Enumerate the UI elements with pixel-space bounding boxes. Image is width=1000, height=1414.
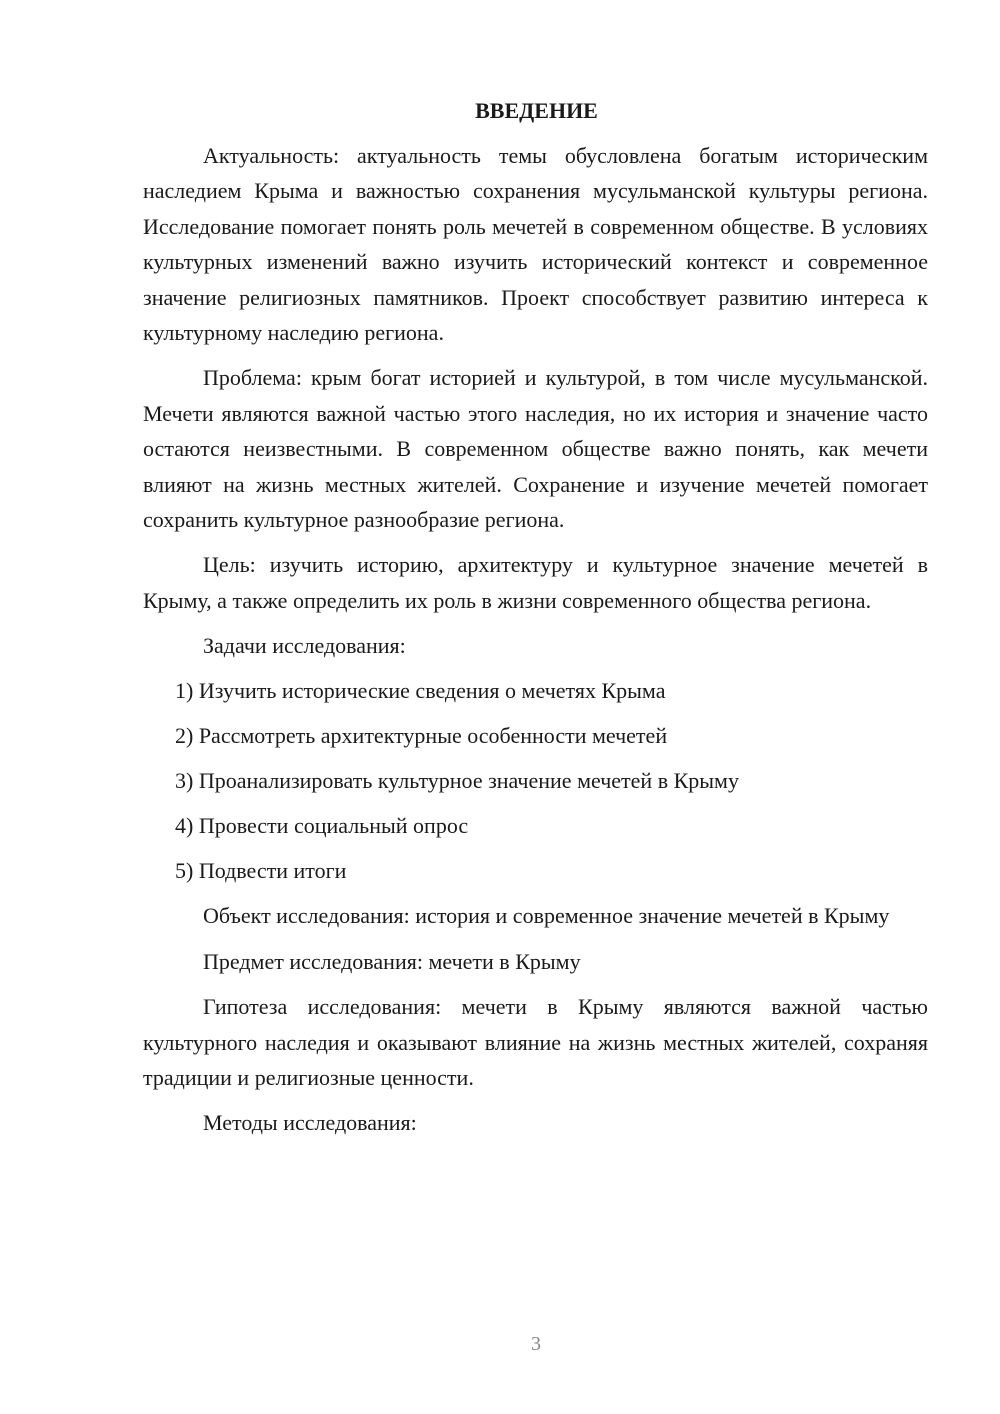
paragraph-hypothesis: Гипотеза исследования: мечети в Крыму являются важной частью культурного наследия и оказывают влияние на жизнь местных жителей, сохраняя традиции и религиозные ценности. [143, 994, 928, 1090]
paragraph-methods: Методы исследования: [203, 1110, 417, 1136]
list-item: 3) Проанализировать культурное значение мечетей в Крыму [175, 768, 739, 794]
paragraph-relevance: Актуальность: актуальность темы обусловлена богатым историческим наследием Крыма и важностью сохранения мусульманской культуры региона. Исследование помогает понять роль мечетей в современном обществе. В условиях культурных изменений важно изучить исторический контекст и современное значение религиозных памятников. Проект способствует развитию интереса к культурному наследию региона. [143, 143, 928, 346]
document-page [143, 96, 928, 1151]
page-number: 3 [531, 1333, 541, 1355]
list-item: 5) Подвести итоги [175, 858, 347, 884]
paragraph-problem: Проблема: крым богат историей и культурой, в том числе мусульманской. Мечети являются важной частью этого наследия, но их история и значение часто остаются неизвестными. В современном обществе важно понять, как мечети влияют на жизнь местных жителей. Сохранение и изучение мечетей помогает сохранить культурное разнообразие региона. [143, 365, 928, 533]
list-item: 4) Провести социальный опрос [175, 813, 469, 839]
page-title: ВВЕДЕНИЕ [475, 98, 598, 123]
paragraph-subject: Предмет исследования: мечети в Крыму [203, 948, 581, 974]
tasks-label: Задачи исследования: [203, 633, 406, 659]
list-item: 2) Рассмотреть архитектурные особенности мечетей [175, 723, 668, 749]
list-item: 1) Изучить исторические сведения о мечетях Крыма [175, 678, 666, 704]
tasks-list [143, 673, 928, 888]
paragraph-goal: Цель: изучить историю, архитектуру и культурное значение мечетей в Крыму, а также определить их роль в жизни современного общества региона. [143, 552, 928, 613]
paragraph-object: Объект исследования: история и современное значение мечетей в Крыму [203, 903, 890, 929]
